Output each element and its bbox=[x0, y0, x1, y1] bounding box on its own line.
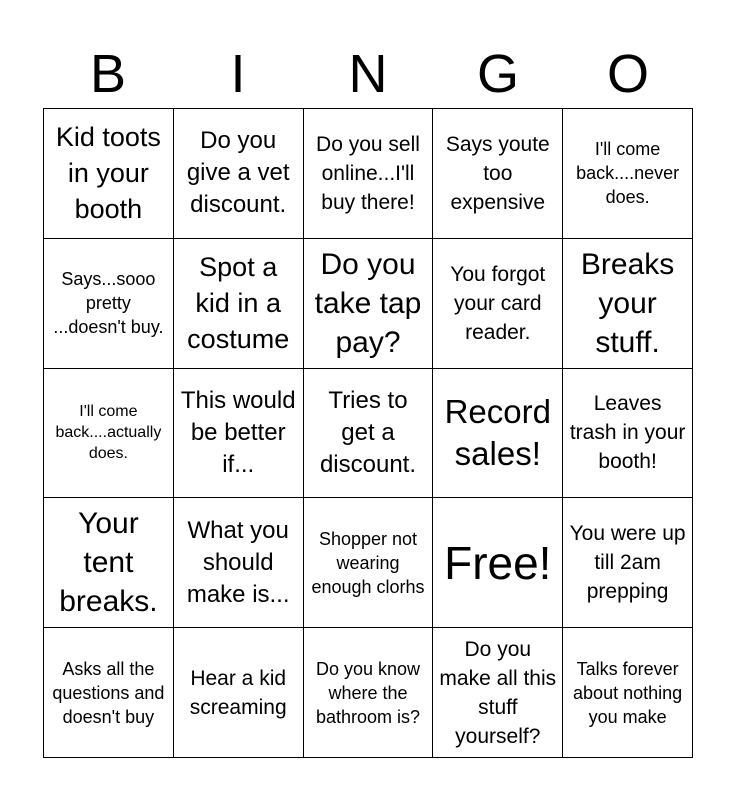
header-letter-i: I bbox=[230, 44, 246, 104]
bingo-cell[interactable] bbox=[174, 498, 304, 628]
cell-text: Asks all the questions and doesn't buy bbox=[52, 658, 165, 727]
cell-text: Breaks your stuff. bbox=[580, 247, 675, 359]
bingo-cell[interactable] bbox=[563, 498, 693, 628]
bingo-cell[interactable] bbox=[304, 369, 434, 499]
bingo-cell[interactable] bbox=[174, 628, 304, 758]
cell-text: Says...sooo pretty ...doesn't buy. bbox=[53, 269, 164, 338]
cell-text: You were up till 2am prepping bbox=[569, 522, 686, 604]
bingo-cell[interactable] bbox=[433, 628, 563, 758]
bingo-header bbox=[43, 40, 693, 108]
bingo-cell[interactable] bbox=[44, 109, 174, 239]
cell-text: Do you sell online...I'll buy there! bbox=[316, 132, 420, 214]
cell-text: Spot a kid in a costume bbox=[187, 252, 290, 355]
cell-text: Says youte too expensive bbox=[445, 132, 550, 214]
cell-text: You forgot your card reader. bbox=[450, 262, 546, 344]
cell-text: Kid toots in your booth bbox=[55, 122, 161, 225]
cell-text: Hear a kid screaming bbox=[189, 666, 287, 719]
bingo-cell[interactable] bbox=[44, 498, 174, 628]
cell-text: Tries to get a discount. bbox=[319, 386, 417, 478]
cell-text: Do you make all this stuff yourself? bbox=[439, 637, 557, 748]
bingo-cell[interactable] bbox=[174, 369, 304, 499]
bingo-cell[interactable] bbox=[174, 239, 304, 369]
bingo-cell[interactable] bbox=[44, 239, 174, 369]
cell-text: Record sales! bbox=[444, 392, 551, 472]
bingo-cell[interactable] bbox=[304, 239, 434, 369]
header-letter-n: N bbox=[348, 44, 388, 104]
free-space-cell[interactable] bbox=[433, 498, 563, 628]
cell-text: Talks forever about nothing you make bbox=[573, 658, 683, 727]
bingo-grid bbox=[43, 108, 693, 758]
bingo-cell[interactable] bbox=[433, 239, 563, 369]
cell-text: I'll come back....never does. bbox=[576, 139, 680, 208]
cell-text: Do you give a vet discount. bbox=[186, 127, 290, 219]
cell-text: Do you know where the bathroom is? bbox=[315, 658, 421, 727]
cell-text: Shopper not wearing enough clorhs bbox=[311, 528, 425, 597]
cell-text: I'll come back....actually does. bbox=[55, 403, 162, 463]
cell-text: Your tent breaks. bbox=[59, 507, 158, 619]
header-letter-o: O bbox=[606, 44, 649, 104]
bingo-cell[interactable] bbox=[304, 498, 434, 628]
bingo-cell[interactable] bbox=[44, 628, 174, 758]
bingo-cell[interactable] bbox=[563, 109, 693, 239]
bingo-cell[interactable] bbox=[174, 109, 304, 239]
bingo-cell[interactable] bbox=[304, 109, 434, 239]
bingo-cell[interactable] bbox=[304, 628, 434, 758]
cell-text: Do you take tap pay? bbox=[314, 247, 422, 359]
bingo-cell[interactable] bbox=[433, 109, 563, 239]
header-letter-g: G bbox=[476, 44, 519, 104]
bingo-cell[interactable] bbox=[563, 239, 693, 369]
header-letter-b: B bbox=[89, 44, 127, 104]
bingo-cell[interactable] bbox=[563, 628, 693, 758]
cell-text: What you should make is... bbox=[186, 516, 290, 608]
bingo-cell[interactable] bbox=[433, 369, 563, 499]
free-space-text: Free! bbox=[444, 536, 552, 589]
cell-text: This would be better if... bbox=[180, 386, 296, 478]
cell-text: Leaves trash in your booth! bbox=[569, 392, 686, 474]
bingo-cell[interactable] bbox=[44, 369, 174, 499]
bingo-cell[interactable] bbox=[563, 369, 693, 499]
